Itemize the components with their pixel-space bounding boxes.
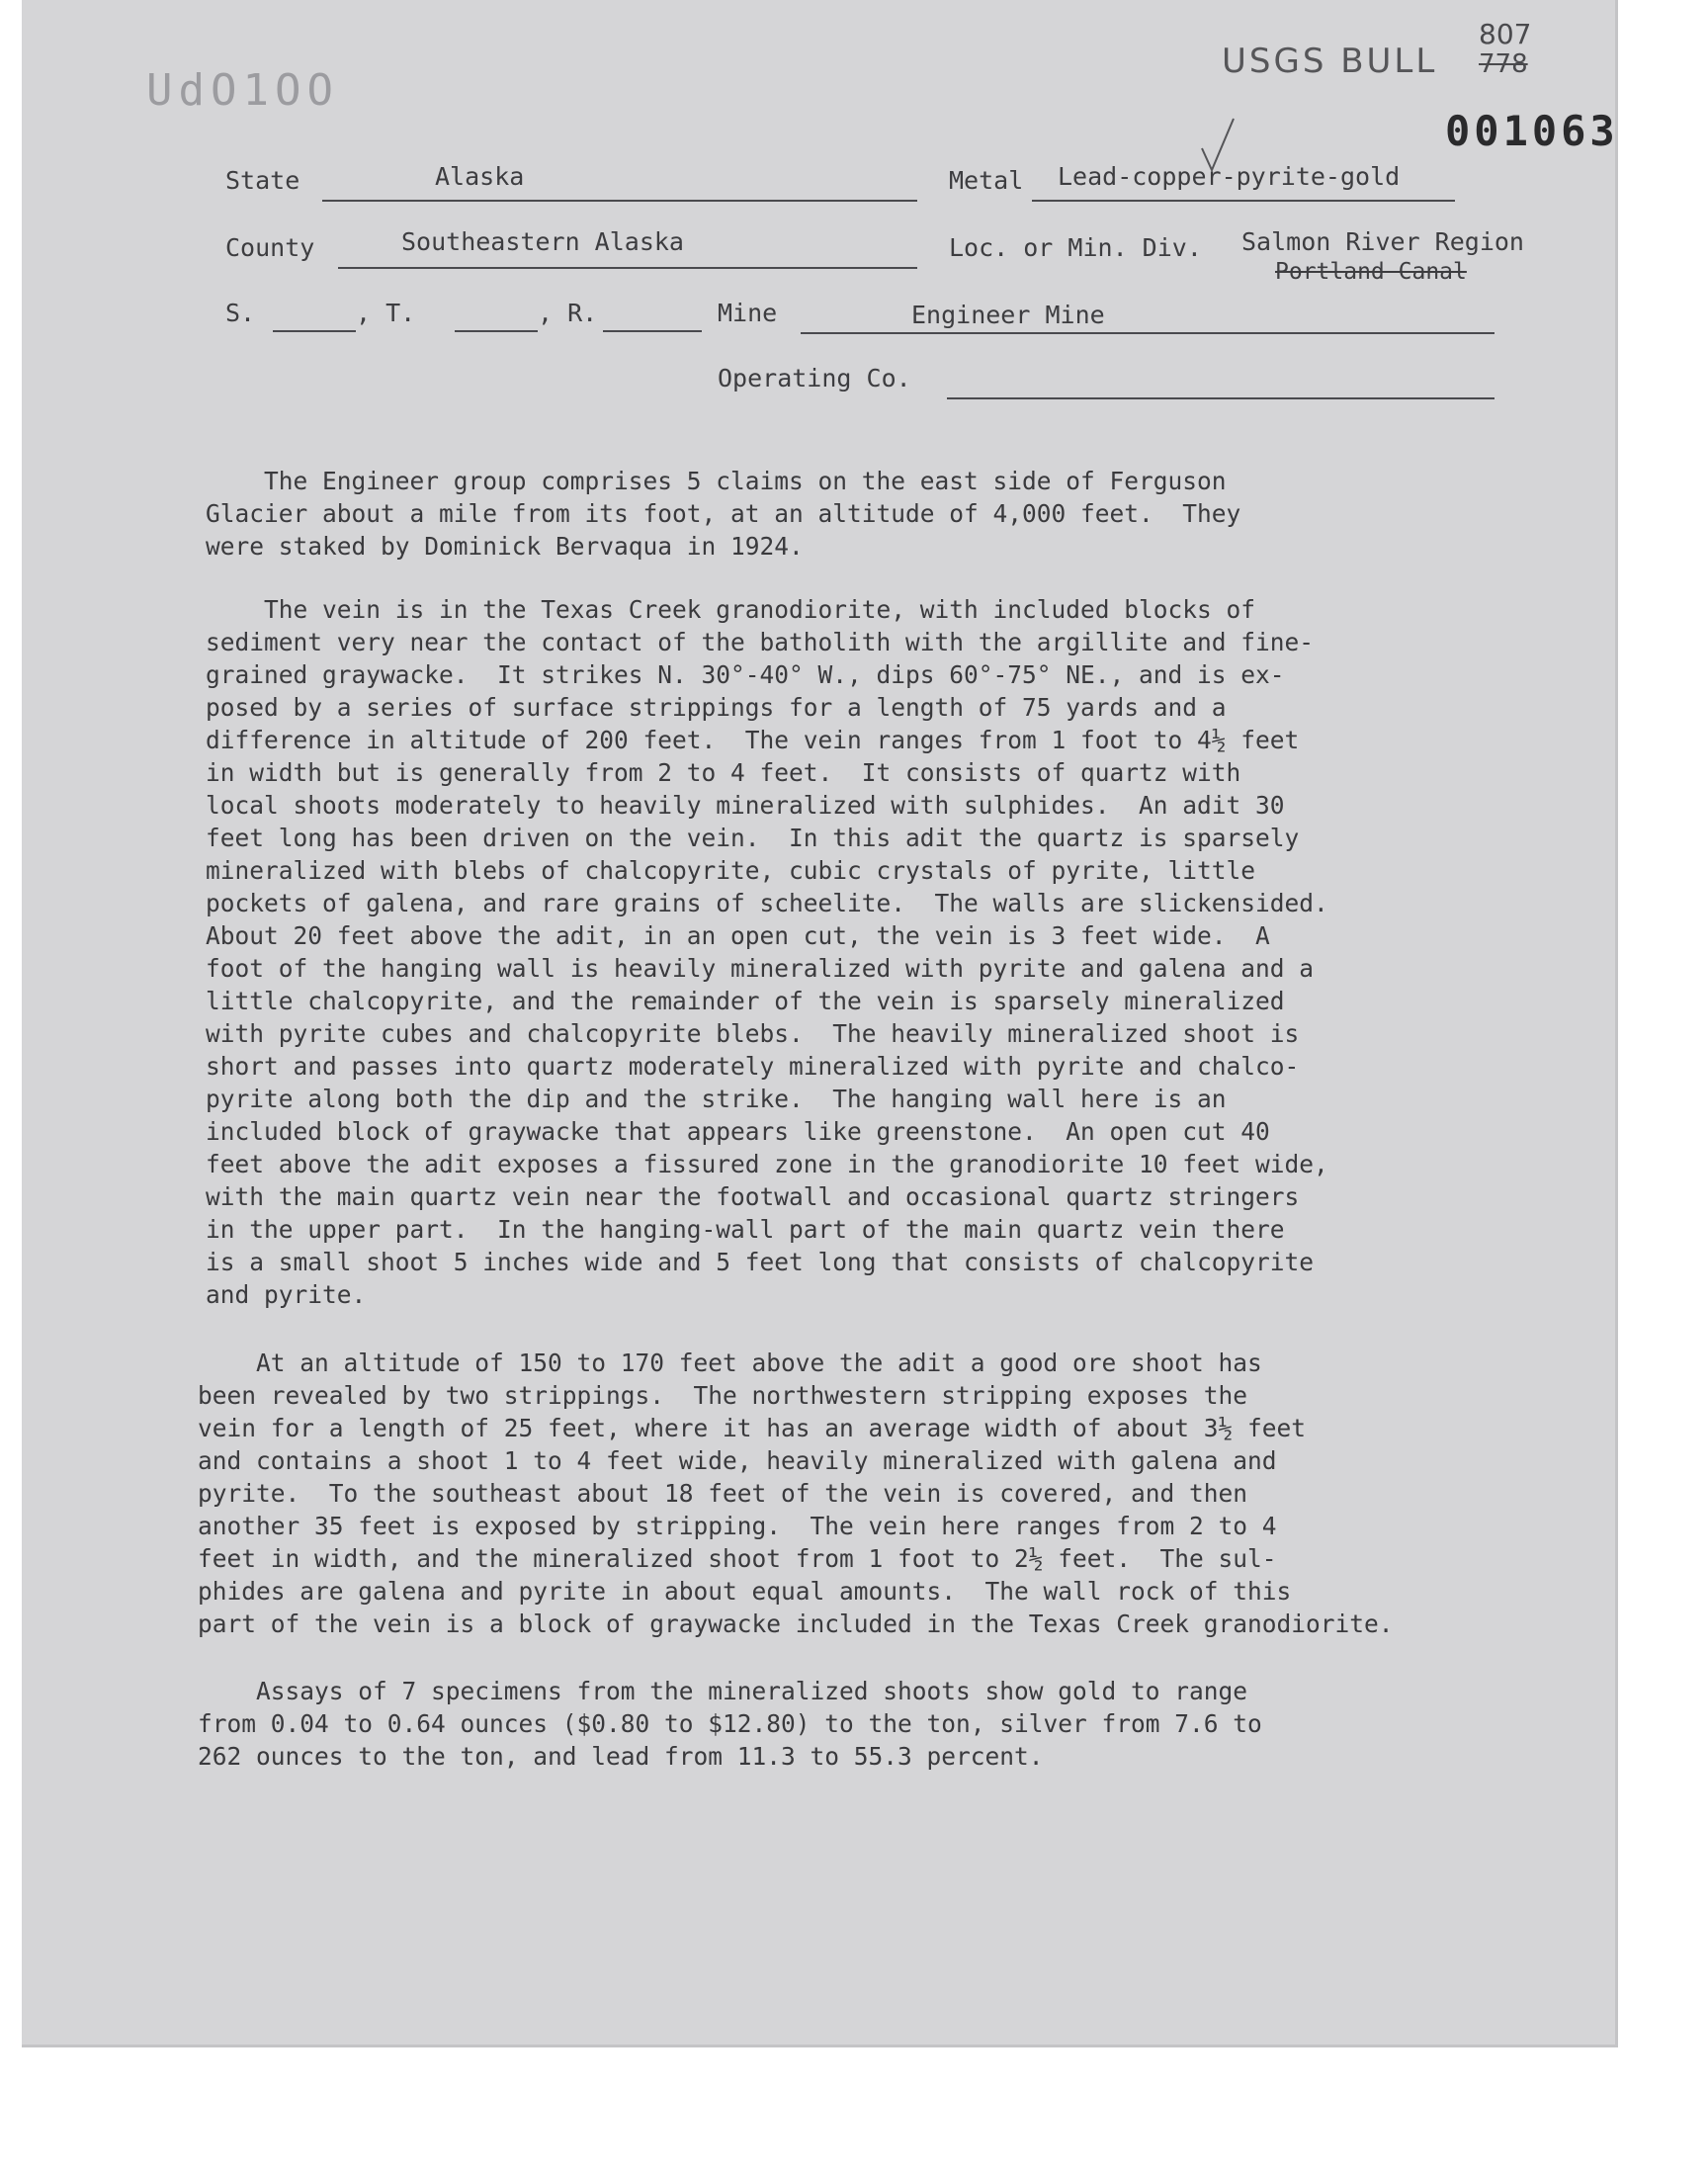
metal-line [1032, 200, 1455, 202]
paragraph-1: The Engineer group comprises 5 claims on the east side of Ferguson Glacier about a mile from its foot, at an altitude of 4,000 feet. They were staked by Dominick Bervaqua in 1924. [206, 467, 1241, 561]
operating-co-line [947, 397, 1494, 399]
state-value: Alaska [435, 162, 525, 191]
mine-line [801, 332, 1494, 334]
paragraph-4: Assays of 7 specimens from the mineralized shoots show gold to range from 0.04 to 0.64 ounces ($0.80 to $12.80) to the ton, silver from 7.6 to 262 ounces to the ton, and lead from 11.3 to 55.3 percent. [198, 1677, 1262, 1771]
section-line [273, 330, 356, 332]
state-label: State [225, 166, 300, 195]
mine-label: Mine [718, 299, 778, 327]
metal-value: Lead-copper-pyrite-gold [1058, 162, 1401, 191]
paragraph-3: At an altitude of 150 to 170 feet above the adit a good ore shoot has been revealed by two strippings. The northwestern stripping exposes the vein for a length of 25 feet, where it has an average width of about 3½ feet and contains a shoot 1 to 4 feet wide, heavily mineralized with galena and pyrite. To the southeast about 18 feet of the vein is covered, and then another 35 feet is exposed by stripping. The vein here ranges from 2 to 4 feet in width, and the mineralized shoot from 1 foot to 2½ feet. The sul- phides are galena and pyrite in about equal amounts. The wall rock of this part of the vein is a block of graywacke included in the Texas Creek granodiorite. [198, 1348, 1394, 1638]
township-label: , T. [356, 299, 416, 327]
paragraph-2: The vein is in the Texas Creek granodiorite, with included blocks of sediment very near the contact of the batholith with the argillite and fine- grained graywacke. It strikes N. 30°-40° W., dips 60°-75° NE., and is ex- posed by a series of surface strippings for a length of 75 yards and a difference in altitude of 200 feet. The vein ranges from 1 foot to 4½ feet in width but is generally from 2 to 4 feet. It consists of quartz with local shoots moderately to heavily mineralized with sulphides. An adit 30 feet long has been driven on the vein. In this adit the quartz is sparsely mineralized with blebs of chalcopyrite, cubic crystals of pyrite, little pockets of galena, and rare grains of scheelite. The walls are slickensided. About 20 feet above the adit, in an open cut, the vein is 3 feet wide. A foot of the hanging wall is heavily mineralized with pyrite and galena and a little chalcopyrite, and the remainder of the vein is sparsely mineralized with pyrite cubes and chalcopyrite blebs. The heavily mineralized shoot is short and passes into quartz moderately mineralized with pyrite and chalco- pyrite along both the dip and the strike. The hanging wall here is an included block of graywacke that appears like greenstone. An open cut 40 feet above the adit exposes a fissured zone in the granodiorite 10 feet wide, with the main quartz vein near the footwall and occasional quartz stringers in the upper part. In the hanging-wall part of the main quartz vein there is a small shoot 5 inches wide and 5 feet long that consists of chalcopyrite and pyrite. [206, 595, 1328, 1309]
mine-value: Engineer Mine [911, 301, 1105, 329]
loc-value: Salmon River Region [1241, 227, 1524, 256]
usgs-bulletin-stamp: USGS BULL [1222, 42, 1438, 81]
range-label: , R. [538, 299, 598, 327]
metal-label: Metal [949, 166, 1024, 195]
faded-stamp: UdO1OO [146, 65, 339, 116]
range-line [603, 330, 702, 332]
county-value: Southeastern Alaska [401, 227, 684, 256]
county-line [338, 267, 917, 269]
township-line [455, 330, 538, 332]
state-line [322, 200, 917, 202]
bulletin-number-struck: 778 [1479, 49, 1528, 79]
section-label: S. [225, 299, 256, 327]
document-number: 001063 [1445, 107, 1619, 155]
county-label: County [225, 233, 315, 262]
loc-value-struck: Portland Canal [1275, 259, 1467, 285]
operating-co-label: Operating Co. [718, 364, 911, 392]
bulletin-number: 807 [1479, 18, 1532, 50]
loc-label: Loc. or Min. Div. [949, 233, 1202, 262]
